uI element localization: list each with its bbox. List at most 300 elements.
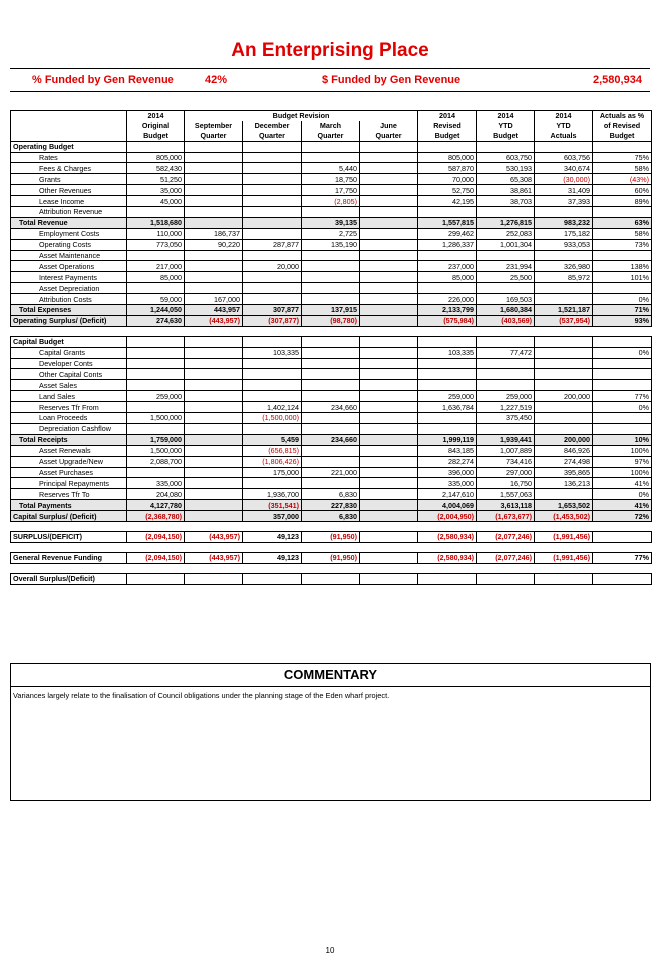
table-cell [185, 489, 243, 500]
header-cell: Budget [418, 131, 477, 141]
dollar-funded-label: $ Funded by Gen Revenue [322, 74, 461, 86]
table-cell [360, 228, 418, 239]
table-cell [243, 283, 302, 294]
table-cell [360, 261, 418, 272]
table-cell [360, 358, 418, 369]
table-cell: (307,877) [243, 315, 302, 326]
table-cell [360, 294, 418, 305]
table-row [11, 456, 652, 467]
table-cell: 1,244,050 [127, 305, 185, 316]
table-cell [360, 217, 418, 228]
table-cell: 65,308 [477, 174, 535, 185]
table-cell: 77% [593, 391, 652, 402]
table-cell: 335,000 [127, 478, 185, 489]
table-cell: 0% [593, 294, 652, 305]
table-cell: 1,557,815 [418, 217, 477, 228]
table-cell: 39,135 [302, 217, 360, 228]
table-row [11, 423, 652, 434]
table-cell [243, 478, 302, 489]
table-cell: 85,000 [418, 272, 477, 283]
table-cell: (1,453,502) [535, 511, 593, 522]
table-cell: 4,127,780 [127, 500, 185, 511]
table-cell [243, 152, 302, 163]
table-cell: (91,950) [302, 531, 360, 542]
table-cell [302, 369, 360, 380]
table-cell [593, 531, 652, 542]
row-label: Attribution Revenue [11, 207, 127, 218]
table-cell: 100% [593, 467, 652, 478]
row-label: Total Expenses [11, 305, 127, 316]
table-cell [593, 413, 652, 424]
table-cell [360, 478, 418, 489]
table-cell [127, 358, 185, 369]
table-cell [302, 152, 360, 163]
table-cell: 2,147,610 [418, 489, 477, 500]
table-cell: 59,000 [127, 294, 185, 305]
table-cell: 6,830 [302, 511, 360, 522]
table-cell [418, 380, 477, 391]
bold-row [11, 531, 652, 542]
table-cell [535, 250, 593, 261]
row-label: Asset Depreciation [11, 283, 127, 294]
table-cell [360, 413, 418, 424]
row-label: Asset Upgrade/New [11, 456, 127, 467]
table-cell [535, 402, 593, 413]
table-cell [360, 250, 418, 261]
table-cell [535, 489, 593, 500]
table-cell: 1,939,441 [477, 434, 535, 445]
table-cell [302, 207, 360, 218]
table-cell [185, 272, 243, 283]
row-label: Operating Costs [11, 239, 127, 250]
table-cell: 259,000 [477, 391, 535, 402]
table-cell: 1,521,187 [535, 305, 593, 316]
table-cell [302, 380, 360, 391]
row-label: Depreciation Cashflow [11, 423, 127, 434]
table-row [11, 261, 652, 272]
table-cell: 326,980 [535, 261, 593, 272]
table-row [11, 369, 652, 380]
total-row [11, 305, 652, 316]
commentary-box [10, 663, 651, 801]
spacer-row [11, 563, 652, 573]
table-cell: 175,000 [243, 467, 302, 478]
table-row [11, 413, 652, 424]
row-label: General Revenue Funding [11, 552, 127, 563]
table-cell: 71% [593, 305, 652, 316]
table-cell: 1,007,889 [477, 445, 535, 456]
table-cell: 6,830 [302, 489, 360, 500]
table-cell [360, 456, 418, 467]
table-cell: 52,750 [418, 185, 477, 196]
total-row [11, 217, 652, 228]
table-cell: 5,459 [243, 434, 302, 445]
table-cell: 299,462 [418, 228, 477, 239]
table-cell [243, 423, 302, 434]
row-label: Operating Budget [11, 141, 127, 152]
table-cell [185, 261, 243, 272]
pct-funded-label: % Funded by Gen Revenue [32, 74, 174, 86]
table-cell [535, 369, 593, 380]
table-cell: 226,000 [418, 294, 477, 305]
table-cell: 1,936,700 [243, 489, 302, 500]
table-cell: 167,000 [185, 294, 243, 305]
table-cell [535, 294, 593, 305]
table-cell [535, 336, 593, 347]
table-cell [360, 185, 418, 196]
table-cell [360, 152, 418, 163]
table-cell [243, 380, 302, 391]
table-cell [302, 413, 360, 424]
table-cell [243, 272, 302, 283]
table-cell: 1,680,384 [477, 305, 535, 316]
spacer-row [11, 326, 652, 336]
table-cell [243, 185, 302, 196]
row-label: Loan Proceeds [11, 413, 127, 424]
table-cell: 93% [593, 315, 652, 326]
table-cell [302, 250, 360, 261]
table-cell: (403,569) [477, 315, 535, 326]
header-cell: December [243, 121, 302, 131]
table-cell [302, 478, 360, 489]
table-cell [185, 163, 243, 174]
table-cell [185, 478, 243, 489]
table-cell [243, 250, 302, 261]
table-cell [302, 347, 360, 358]
table-cell: 20,000 [243, 261, 302, 272]
table-cell: 16,750 [477, 478, 535, 489]
table-cell [185, 380, 243, 391]
table-cell [185, 402, 243, 413]
table-cell [593, 141, 652, 152]
table-cell [243, 573, 302, 584]
header-cell: YTD [535, 121, 593, 131]
table-cell [127, 573, 185, 584]
table-row [11, 250, 652, 261]
table-cell [127, 423, 185, 434]
table-cell: 0% [593, 489, 652, 500]
table-cell [535, 347, 593, 358]
table-cell [185, 423, 243, 434]
table-cell [593, 250, 652, 261]
table-cell: 1,653,502 [535, 500, 593, 511]
header-cell: Quarter [360, 131, 418, 141]
table-cell: 31,409 [535, 185, 593, 196]
row-label: Other Capital Conts [11, 369, 127, 380]
table-cell [477, 207, 535, 218]
header-cell: Budget [593, 131, 652, 141]
table-cell: 58% [593, 163, 652, 174]
row-label: Reserves Tfr To [11, 489, 127, 500]
table-cell: 395,865 [535, 467, 593, 478]
table-cell: (2,094,150) [127, 531, 185, 542]
table-cell: 38,861 [477, 185, 535, 196]
row-label: Principal Repayments [11, 478, 127, 489]
table-cell [360, 573, 418, 584]
table-cell: (443,957) [185, 552, 243, 563]
table-cell [302, 573, 360, 584]
table-cell: 282,274 [418, 456, 477, 467]
commentary-title: COMMENTARY [11, 664, 650, 687]
table-cell [360, 391, 418, 402]
table-cell [418, 573, 477, 584]
table-cell: 137,915 [302, 305, 360, 316]
header-cell: Budget [477, 131, 535, 141]
row-label: Asset Sales [11, 380, 127, 391]
table-cell [535, 423, 593, 434]
table-cell [418, 336, 477, 347]
table-cell [535, 358, 593, 369]
table-cell [360, 467, 418, 478]
table-cell [360, 207, 418, 218]
table-cell: 259,000 [127, 391, 185, 402]
table-cell [535, 207, 593, 218]
table-cell: 274,498 [535, 456, 593, 467]
row-label: Operating Surplus/ (Deficit) [11, 315, 127, 326]
table-cell: 49,123 [243, 552, 302, 563]
table-cell: 1,001,304 [477, 239, 535, 250]
header-cell: of Revised [593, 121, 652, 131]
table-cell [302, 294, 360, 305]
table-cell: 18,750 [302, 174, 360, 185]
table-cell: 0% [593, 402, 652, 413]
table-cell: 63% [593, 217, 652, 228]
header-row-3 [11, 131, 652, 141]
table-cell [243, 336, 302, 347]
table-cell: 135,190 [302, 239, 360, 250]
table-cell: 587,870 [418, 163, 477, 174]
header-cell: Quarter [243, 131, 302, 141]
table-cell [185, 456, 243, 467]
table-cell: 70,000 [418, 174, 477, 185]
table-cell [593, 358, 652, 369]
table-cell: 231,994 [477, 261, 535, 272]
table-cell [477, 336, 535, 347]
spacer-row [11, 542, 652, 552]
table-cell [477, 358, 535, 369]
table-cell [243, 174, 302, 185]
table-cell: 1,286,337 [418, 239, 477, 250]
row-label: Total Revenue [11, 217, 127, 228]
table-cell: 287,877 [243, 239, 302, 250]
header-cell: Original [127, 121, 185, 131]
table-cell [127, 369, 185, 380]
table-cell [185, 336, 243, 347]
row-label: Reserves Tfr From [11, 402, 127, 413]
table-cell [535, 283, 593, 294]
table-cell [185, 358, 243, 369]
bold-row [11, 552, 652, 563]
table-cell: 60% [593, 185, 652, 196]
table-cell: 10% [593, 434, 652, 445]
table-cell: 58% [593, 228, 652, 239]
table-cell: (537,954) [535, 315, 593, 326]
table-cell: (2,368,780) [127, 511, 185, 522]
table-cell [418, 423, 477, 434]
table-cell [418, 283, 477, 294]
table-cell: 357,000 [243, 511, 302, 522]
table-cell [593, 573, 652, 584]
table-cell: 77,472 [477, 347, 535, 358]
table-cell: 49,123 [243, 531, 302, 542]
table-cell [360, 347, 418, 358]
table-cell: 375,450 [477, 413, 535, 424]
header-cell: 2014 [477, 111, 535, 121]
table-cell: 1,500,000 [127, 445, 185, 456]
header-cell: March [302, 121, 360, 131]
header-cell: 2014 [418, 111, 477, 121]
table-cell [477, 423, 535, 434]
row-label: Asset Maintenance [11, 250, 127, 261]
row-label: Land Sales [11, 391, 127, 402]
table-row [11, 239, 652, 250]
table-cell: (43%) [593, 174, 652, 185]
table-cell: 443,957 [185, 305, 243, 316]
table-cell: (2,077,246) [477, 552, 535, 563]
table-cell [593, 369, 652, 380]
table-cell [418, 141, 477, 152]
table-cell [477, 573, 535, 584]
table-cell: 846,926 [535, 445, 593, 456]
row-label: Total Receipts [11, 434, 127, 445]
row-label: Interest Payments [11, 272, 127, 283]
table-cell: 200,000 [535, 391, 593, 402]
table-row [11, 174, 652, 185]
section-row [11, 336, 652, 347]
header-budget-revision: Budget Revision [185, 111, 418, 121]
table-cell [185, 369, 243, 380]
table-row [11, 391, 652, 402]
table-cell: 530,193 [477, 163, 535, 174]
table-cell [535, 573, 593, 584]
header-cell: Budget [127, 131, 185, 141]
row-label: Total Payments [11, 500, 127, 511]
table-cell: 307,877 [243, 305, 302, 316]
table-cell: (98,780) [302, 315, 360, 326]
table-cell: 297,000 [477, 467, 535, 478]
table-cell: 75% [593, 152, 652, 163]
table-cell: (91,950) [302, 552, 360, 563]
table-cell: 77% [593, 552, 652, 563]
table-cell [127, 141, 185, 152]
table-cell: 734,416 [477, 456, 535, 467]
row-label: Grants [11, 174, 127, 185]
table-cell: 169,503 [477, 294, 535, 305]
row-label: Developer Conts [11, 358, 127, 369]
table-cell: 90,220 [185, 239, 243, 250]
row-label: SURPLUS/(DEFICIT) [11, 531, 127, 542]
table-cell [185, 283, 243, 294]
table-cell: (2,580,934) [418, 552, 477, 563]
table-cell: (2,805) [302, 196, 360, 207]
table-cell [127, 336, 185, 347]
dollar-funded-value: 2,580,934 [593, 74, 642, 86]
header-cell: June [360, 121, 418, 131]
table-cell [360, 423, 418, 434]
table-row [11, 402, 652, 413]
table-cell [593, 380, 652, 391]
header-cell: Quarter [185, 131, 243, 141]
table-cell: (2,004,950) [418, 511, 477, 522]
table-cell [302, 141, 360, 152]
table-cell: 17,750 [302, 185, 360, 196]
table-cell: 933,053 [535, 239, 593, 250]
table-cell [185, 217, 243, 228]
table-cell [593, 207, 652, 218]
spacer-row [11, 521, 652, 531]
row-label: Asset Purchases [11, 467, 127, 478]
table-cell [243, 294, 302, 305]
table-cell [185, 500, 243, 511]
commentary-text: Variances largely relate to the finalisation of Council obligations under the planning stage of the Eden wharf project. [13, 691, 390, 700]
table-row [11, 467, 652, 478]
table-cell: 101% [593, 272, 652, 283]
table-cell [185, 391, 243, 402]
pct-funded-value: 42% [205, 74, 228, 86]
table-cell [127, 207, 185, 218]
table-row [11, 358, 652, 369]
table-cell: (1,991,456) [535, 552, 593, 563]
table-cell: 1,759,000 [127, 434, 185, 445]
table-cell: 1,402,124 [243, 402, 302, 413]
table-cell [302, 391, 360, 402]
table-cell: 2,133,799 [418, 305, 477, 316]
table-cell: (443,957) [185, 531, 243, 542]
table-cell: 25,500 [477, 272, 535, 283]
table-cell: 603,756 [535, 152, 593, 163]
table-cell: 5,440 [302, 163, 360, 174]
table-cell: 2,725 [302, 228, 360, 239]
table-cell: 2,088,700 [127, 456, 185, 467]
table-cell: 252,083 [477, 228, 535, 239]
table-cell: 200,000 [535, 434, 593, 445]
table-cell: 41% [593, 478, 652, 489]
row-label: Other Revenues [11, 185, 127, 196]
table-cell [477, 141, 535, 152]
table-row [11, 196, 652, 207]
table-cell [360, 489, 418, 500]
table-cell: 1,500,000 [127, 413, 185, 424]
table-cell [360, 402, 418, 413]
table-cell: (2,077,246) [477, 531, 535, 542]
row-label: Capital Grants [11, 347, 127, 358]
table-cell: 335,000 [418, 478, 477, 489]
table-cell: 186,737 [185, 228, 243, 239]
row-label: Fees & Charges [11, 163, 127, 174]
header-cell: YTD [477, 121, 535, 131]
row-label: Asset Operations [11, 261, 127, 272]
header-row-2 [11, 121, 652, 131]
table-cell [185, 467, 243, 478]
table-cell [302, 272, 360, 283]
table-cell [360, 445, 418, 456]
table-cell: 38,703 [477, 196, 535, 207]
table-cell: 1,518,680 [127, 217, 185, 228]
table-cell [418, 358, 477, 369]
table-cell [185, 152, 243, 163]
table-cell [418, 250, 477, 261]
row-label: Rates [11, 152, 127, 163]
table-cell [360, 511, 418, 522]
table-cell: 35,000 [127, 185, 185, 196]
table-cell [243, 141, 302, 152]
table-cell: 3,613,118 [477, 500, 535, 511]
table-cell: 85,000 [127, 272, 185, 283]
table-cell [127, 283, 185, 294]
table-cell [302, 336, 360, 347]
header-cell: September [185, 121, 243, 131]
table-cell [302, 456, 360, 467]
